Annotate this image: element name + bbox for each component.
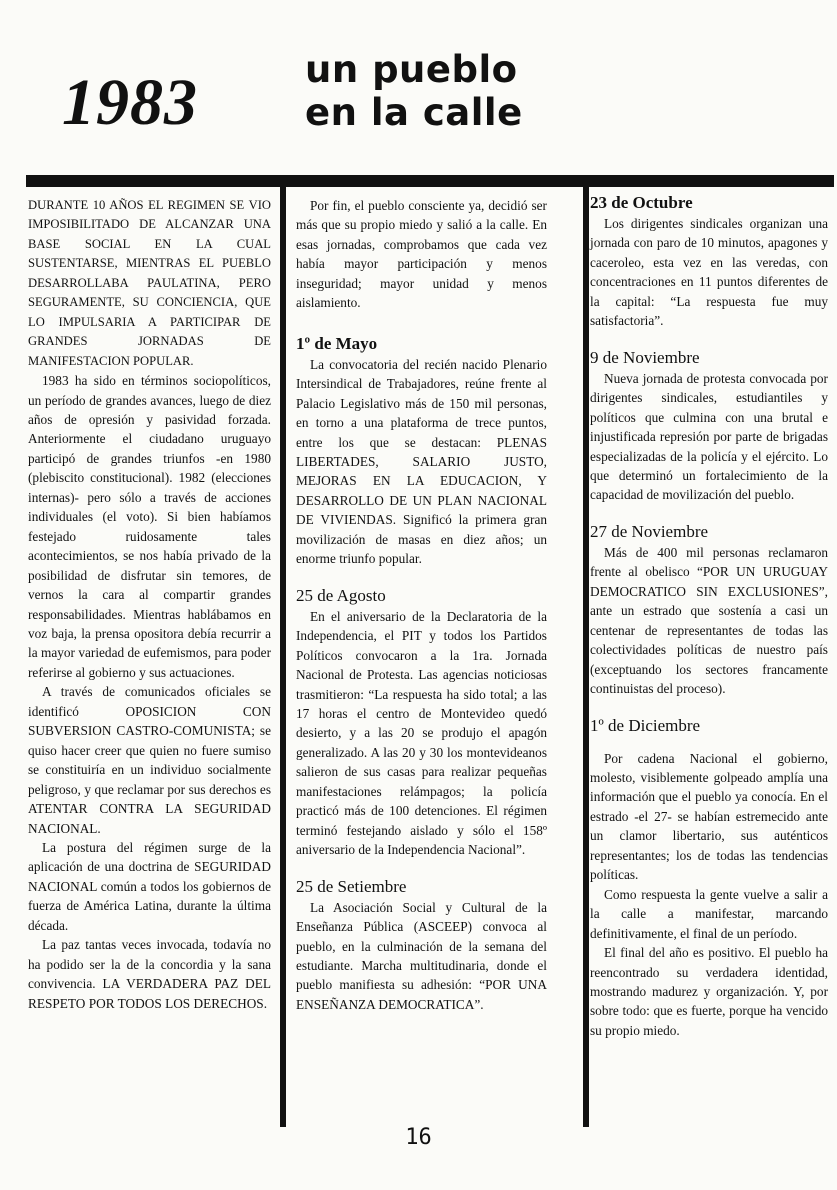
section-heading-agosto: 25 de Agosto [296,585,386,605]
section-heading-diciembre: 1º de Diciembre [590,715,701,735]
paragraph: La convocatoria del recién nacido Plenario Intersindical de Trabajadores, reúne frente al Palacio Legislativo más de 150 mil personas, en torno a una plataforma de trece puntos, entre los que se destacan: PLENAS LIBERTADES, SALARIO JUSTO, MEJORAS EN LA EDUCACION, Y DESARROLLO DE UN PLAN NACIONAL DE VIVIENDAS. Significó la primera gran movilización de masas en diez años; un enorme triunfo popular. [296,356,547,567]
section-heading-mayo: 1º de Mayo [296,333,378,353]
paragraph: Los dirigentes sindicales organizan una jornada con paro de 10 minutos, apagones y caceroleo, esta vez en las veredas, con concentraciones en 11 puntos diferentes de la capital: “La respuesta fue muy satisfactoria”. [590,216,828,329]
column-3 [590,192,828,1040]
column-rule-2 [583,187,589,1127]
page-number: 16 [405,1125,432,1150]
column-1 [28,196,271,1013]
paragraph: Más de 400 mil personas reclamaron frente al obelisco “POR UN URUGUAY DEMOCRATICO SIN EXCLUSIONES”, ante un estrado que sostenía a casi un centenar de representantes de todas las colectividades políticas de nuestro país (exceptuando los sectores francamente continuistas del proceso). [590,544,828,697]
paragraph: Por cadena Nacional el gobierno, molesto, visiblemente golpeado amplía una información que el pueblo ya conocía. En el estrado -el 27- se habían estremecido ante un clamor libertario, sus auténticos representantes; los de todas las tendencias políticas. [590,750,828,883]
section-heading-9-noviembre: 9 de Noviembre [590,347,700,367]
year-heading: 1983 [62,66,198,139]
paragraph: En el aniversario de la Declaratoria de la Independencia, el PIT y todos los Partidos Políticos convocaron a la 1ra. Jornada Nacional de Protesta. Las agencias noticiosas trasmitieron: “La respuesta ha sido total; a las 17 horas el centro de Montevideo quedó desierto, y a las 20 se produjo el apagón generalizado. A las 20 y 30 los montevideanos salieron de sus casas para realizar pequeñas manifestaciones relámpagos; la policía practicó más de 100 detenciones. El régimen terminó festejando aislado y sólo el 158º aniversario de la Independencia Nacional”. [296,608,547,858]
paragraph: A través de comunicados oficiales se identificó OPOSICION CON SUBVERSION CASTRO-COMUNISTA; se quiso hacer creer que quien no fuere sumiso se constituiría en un individuo socialmente peligroso, y que reclamar por sus derechos es ATENTAR CONTRA LA SEGURIDAD NACIONAL. [28,684,271,836]
page-title [305,48,523,134]
paragraph: 1983 ha sido en términos sociopolíticos, un período de grandes avances, luego de diez años de opresión y pasividad forzada. Anteriormente el ciudadano uruguayo participó de grandes triunfos -en 1980 (plebiscito constitucional). 1982 (elecciones internas)- pero sólo a través de acciones individuales (el voto). Si bien habíamos festejado ruidosamente tales acontecimientos, se nos había privado de la posibilidad de disfrutar sin temores, de vernos la cara al compartir grandes responsabilidades. Mientras hablábamos en voz baja, la prensa opositora debía recurrir a la mayor variedad de eufemismos, para poder referirse al gobierno y sus actuaciones. [28,373,271,680]
column-2 [296,196,547,1014]
paragraph: Nueva jornada de protesta convocada por dirigentes sindicales, estudiantiles y políticos que culmina con una brutal e injustificada represión por parte de brigadas especializadas de la policía y el ejército. Lo que determinó un fortalecimiento de la capacidad de movilización del pueblo. [590,370,828,503]
title-line-1: un pueblo [305,48,518,91]
top-rule [26,175,834,187]
paragraph: La paz tantas veces invocada, todavía no ha podido ser la de la concordia y la sana convivencia. LA VERDADERA PAZ DEL RESPETO POR TODOS LOS DERECHOS. [28,937,271,1011]
section-heading-27-noviembre: 27 de Noviembre [590,521,709,541]
section-heading-setiembre: 25 de Setiembre [296,876,407,896]
paragraph: La Asociación Social y Cultural de la Enseñanza Pública (ASCEEP) convoca al pueblo, en la culminación de la semana del estudiante. Marcha multitudinaria, donde el pueblo manifiesta su adhesión: “POR UNA ENSEÑANZA DEMOCRATICA”. [296,899,547,1012]
intro-paragraph: DURANTE 10 AÑOS EL REGIMEN SE VIO IMPOSIBILITADO DE ALCANZAR UNA BASE SOCIAL EN LA CUAL SUSTENTARSE, MIENTRAS EL PUEBLO DESARROLLABA PAULATINA, PERO SEGURAMENTE, SU CONCIENCIA, QUE LO IMPULSARIA A PARTICIPAR DE GRANDES JORNADAS DE MANIFESTACION POPULAR. [28,198,271,368]
section-heading-octubre: 23 de Octubre [590,193,693,212]
paragraph: Por fin, el pueblo consciente ya, decidió ser más que su propio miedo y salió a la calle. En esas jornadas, comprobamos que cada vez había mayor participación y menos inseguridad; mayor unidad y menos aislamiento. [296,198,547,311]
paragraph: Como respuesta la gente vuelve a salir a la calle a manifestar, marcando definitivamente, el final de un período. [590,886,828,941]
paragraph: La postura del régimen surge de la aplicación de una doctrina de SEGURIDAD NACIONAL común a todos los gobiernos de fuerza de América Latina, durante la última década. [28,839,271,933]
column-rule-1 [280,187,286,1127]
paragraph: El final del año es positivo. El pueblo ha reencontrado su verdadera identidad, mostrando madurez y organización. Y, por sobre todo: que es fuerte, porque ha vencido su propio miedo. [590,945,828,1038]
title-line-2: en la calle [305,91,523,134]
